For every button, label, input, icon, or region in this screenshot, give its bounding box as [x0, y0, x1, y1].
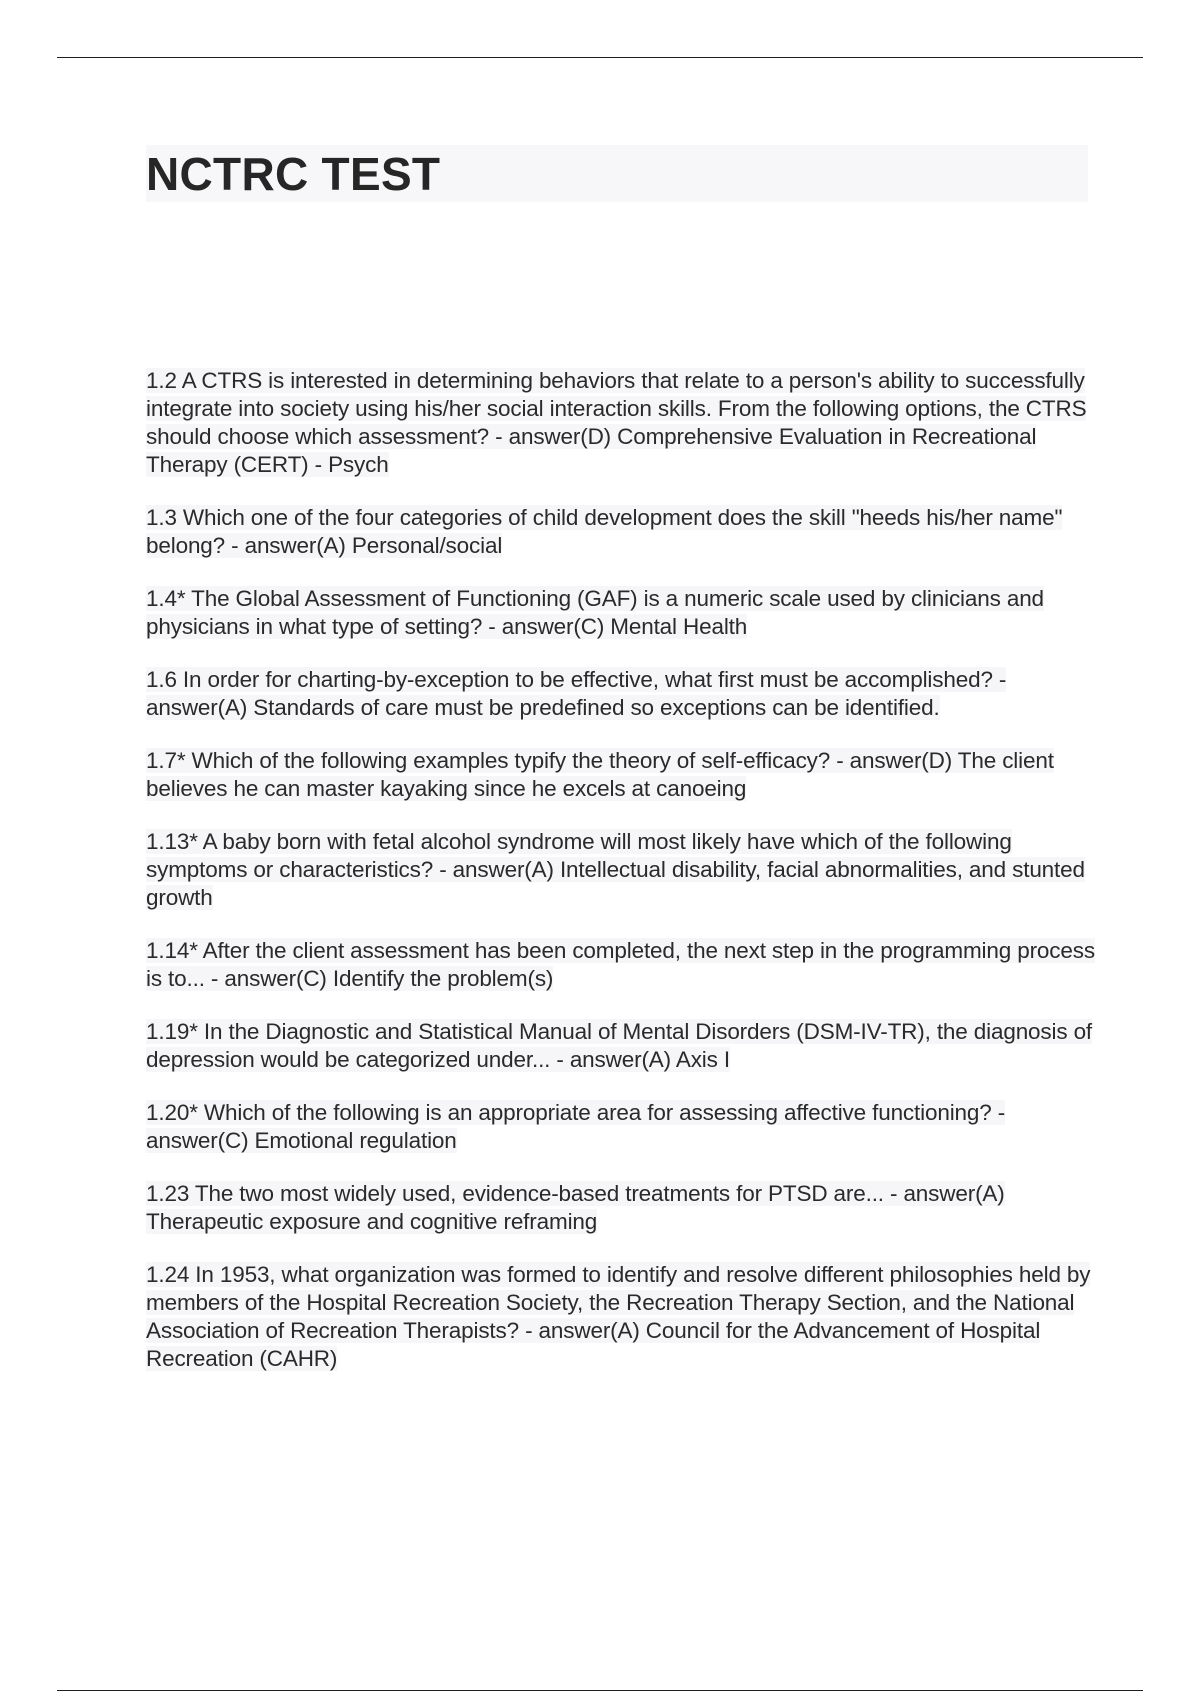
question-text: 1.3 Which one of the four categories of child development does the skill "heeds his/her name" belong? - answer(A) Personal/social: [146, 505, 1063, 558]
question-item: [146, 585, 1096, 641]
question-item: [146, 1018, 1096, 1074]
bottom-rule: [57, 1690, 1143, 1691]
question-text: 1.23 The two most widely used, evidence-based treatments for PTSD are... - answer(A) Therapeutic exposure and cognitive reframing: [146, 1181, 1005, 1234]
question-item: [146, 367, 1096, 479]
question-list: [146, 367, 1096, 1398]
question-text: 1.6 In order for charting-by-exception to be effective, what first must be accomplished? - answer(A) Standards of care must be predefined so exceptions can be identified.: [146, 667, 1007, 720]
question-item: [146, 1099, 1096, 1155]
question-item: [146, 747, 1096, 803]
question-text: 1.13* A baby born with fetal alcohol syndrome will most likely have which of the following symptoms or characteristics? - answer(A) Intellectual disability, facial abnormalities, and stunted growth: [146, 829, 1085, 910]
question-text: 1.7* Which of the following examples typify the theory of self-efficacy? - answer(D) The client believes he can master kayaking since he excels at canoeing: [146, 748, 1054, 801]
question-text: 1.2 A CTRS is interested in determining behaviors that relate to a person's ability to successfully integrate into society using his/her social interaction skills. From the following options, the CTRS should choose which assessment? - answer(D) Comprehensive Evaluation in Recreational Therapy (CERT) - Psych: [146, 368, 1087, 477]
question-text: 1.24 In 1953, what organization was formed to identify and resolve different philosophies held by members of the Hospital Recreation Society, the Recreation Therapy Section, and the National Association of Recreation Therapists? - answer(A) Council for the Advancement of Hospital Recreation (CAHR): [146, 1262, 1091, 1371]
question-item: [146, 828, 1096, 912]
question-text: 1.14* After the client assessment has been completed, the next step in the programming process is to... - answer(C) Identify the problem(s): [146, 938, 1095, 991]
top-rule: [57, 57, 1143, 58]
question-text: 1.4* The Global Assessment of Functioning (GAF) is a numeric scale used by clinicians and physicians in what type of setting? - answer(C) Mental Health: [146, 586, 1044, 639]
question-item: [146, 666, 1096, 722]
question-item: [146, 1261, 1096, 1373]
question-text: 1.20* Which of the following is an appropriate area for assessing affective functioning? - answer(C) Emotional regulation: [146, 1100, 1006, 1153]
question-text: 1.19* In the Diagnostic and Statistical Manual of Mental Disorders (DSM-IV-TR), the diagnosis of depression would be categorized under... - answer(A) Axis I: [146, 1019, 1093, 1072]
question-item: [146, 937, 1096, 993]
question-item: [146, 1180, 1096, 1236]
question-item: [146, 504, 1096, 560]
page-title: NCTRC TEST: [146, 148, 441, 200]
